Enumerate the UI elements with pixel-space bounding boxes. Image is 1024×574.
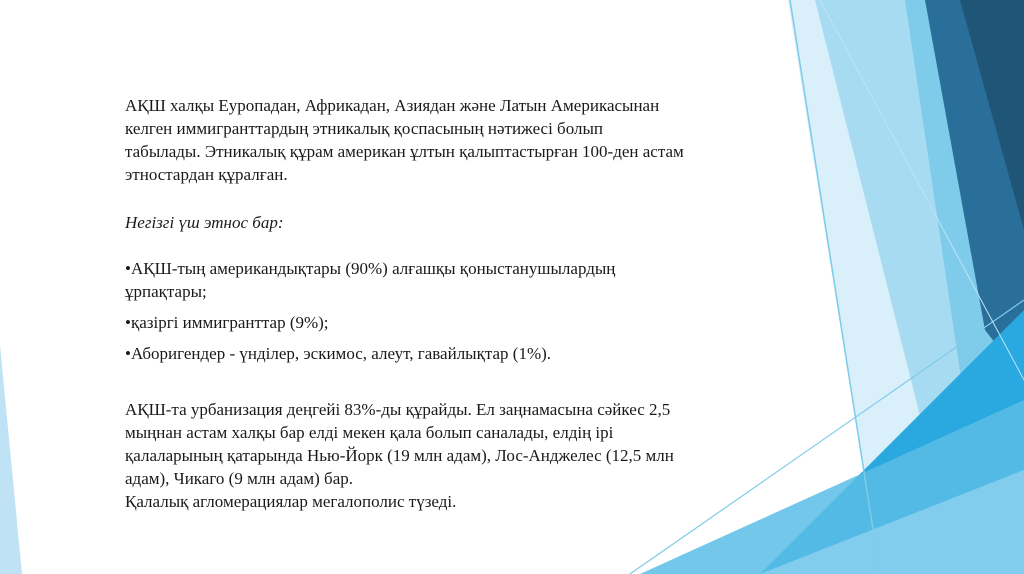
bullet-line: •қазіргі иммигранттар (9%); xyxy=(125,313,329,332)
urban-line: мыңнан астам халқы бар елді мекен қала болып саналады, елдің ірі xyxy=(125,423,614,442)
urbanization-paragraph xyxy=(125,398,785,513)
list-item xyxy=(125,311,785,334)
urban-line: қалаларының қатарында Нью-Йорк (19 млн адам), Лос-Анджелес (12,5 млн xyxy=(125,446,674,465)
list-item xyxy=(125,257,785,303)
intro-line: келген иммигранттардың этникалық қоспасының нәтижесі болып xyxy=(125,119,603,138)
left-facet xyxy=(0,345,22,574)
bullet-line: •Аборигендер - үнділер, эскимос, алеут, гавайлықтар (1%). xyxy=(125,344,552,363)
intro-line: АҚШ халқы Еуропадан, Африкадан, Азиядан және Латын Америкасынан xyxy=(125,96,660,115)
urban-line: адам), Чикаго (9 млн адам) бар. xyxy=(125,469,354,488)
bullet-line: ұрпақтары; xyxy=(125,282,207,301)
urban-line: АҚШ-та урбанизация деңгейі 83%-ды құрайды. Ел заңнамасына сәйкес 2,5 xyxy=(125,400,671,419)
list-item xyxy=(125,342,785,365)
intro-line: табылады. Этникалық құрам американ ұлтын қалыптастырған 100-ден астам xyxy=(125,142,684,161)
intro-paragraph xyxy=(125,94,785,186)
bullet-line: •АҚШ-тың американдықтары (90%) алғашқы қоныстанушылардың xyxy=(125,259,616,278)
ethnos-subheading: Негізгі үш этнос бар: xyxy=(125,213,284,232)
ethnos-bullet-list xyxy=(125,257,785,373)
intro-line: этностардан құралған. xyxy=(125,165,288,184)
urban-line: Қалалық агломерациялар мегалополис түзеді. xyxy=(125,492,457,511)
